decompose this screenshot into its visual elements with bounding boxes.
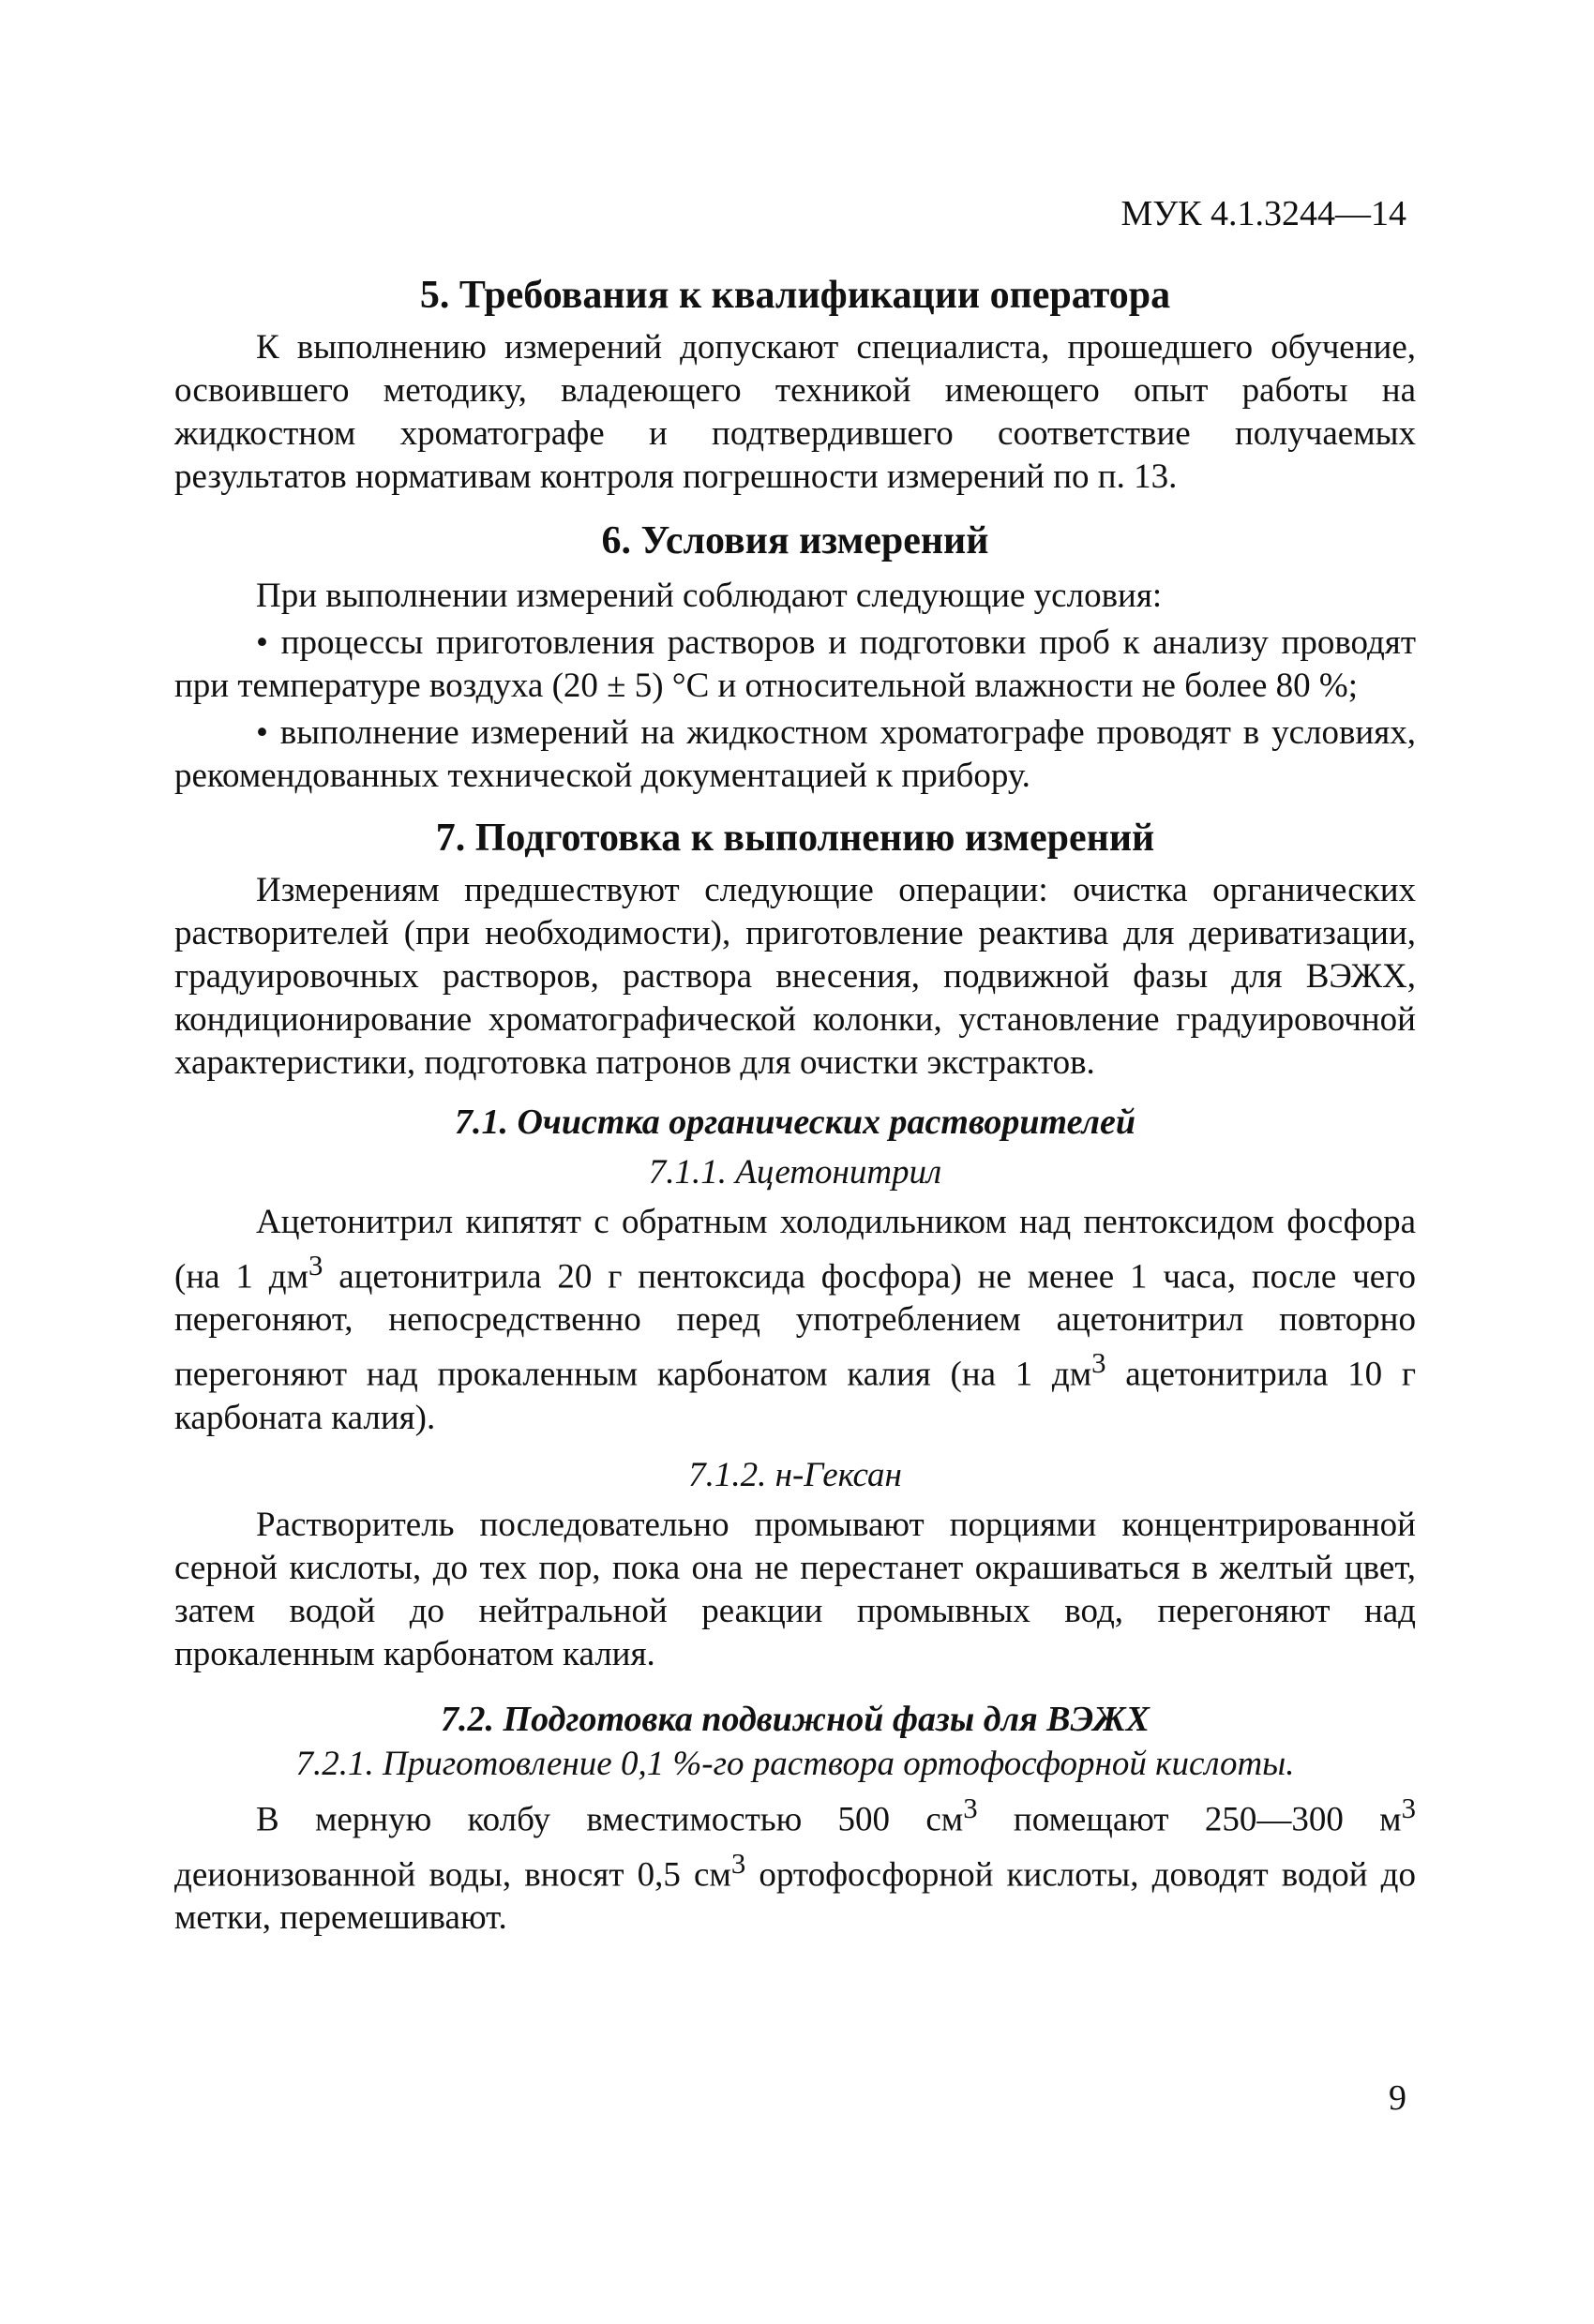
section-7-2-title: 7.2. Подготовка подвижной фазы для ВЭЖХ — [441, 1700, 1150, 1740]
section-6-bullet-2: • выполнение измерений на жидкостном хроматографе проводят в условиях, рекомендованных технической документацией к прибору. — [174, 712, 1416, 795]
phase-text-part-4: ортофосфорной кислоты, доводят водой до метки, перемешивают. — [174, 1854, 1416, 1937]
phase-text-part-1: В мерную колбу вместимостью 500 см — [256, 1800, 964, 1839]
section-5-title: 5. Требования к квалификации оператора — [419, 274, 1171, 317]
section-6-title: 6. Условия измерений — [601, 519, 989, 563]
section-7-2-1-title: 7.2.1. Приготовление 0,1 %-го раствора ортофосфорной кислоты. — [295, 1744, 1295, 1783]
phase-text-part-3: деионизованной воды, вносят 0,5 см — [174, 1854, 731, 1894]
section-7-2-1-text — [174, 1787, 1416, 1940]
superscript-3: 3 — [308, 1250, 323, 1282]
section-7-1-title: 7.1. Очистка органических растворителей — [454, 1102, 1136, 1143]
section-5-text: К выполнению измерений допускают специалиста, прошедшего обучение, освоившего методику, владеющего техникой имеющего опыт работы на жидкостном хроматографе и подтвердившего соответствие получаемых результатов нормативам контроля погрешности измерений по п. 13. — [174, 328, 1416, 497]
section-6-intro: При выполнении измерений соблюдают следующие условия: — [256, 576, 1163, 615]
superscript-3: 3 — [730, 1847, 746, 1880]
page-content — [174, 272, 1416, 1940]
superscript-3: 3 — [1091, 1347, 1106, 1380]
section-6-bullet-1: • процессы приготовления растворов и подготовки проб к анализу проводят при температуре воздуха (20 ± 5) °С и относительной влажности не более 80 %; — [174, 622, 1416, 705]
section-7-title: 7. Подготовка к выполнению измерений — [435, 816, 1155, 860]
acetonitrile-text-part-2: ацетонитрила 20 г пентоксида фосфора) не менее 1 часа, после чего перегоняют, непосредственно перед употреблением ацетонитрил повторно перегоняют над прокаленным карбонатом калия (на 1 дм — [174, 1257, 1416, 1394]
superscript-3: 3 — [1401, 1792, 1416, 1825]
acetonitrile-text-part-1: Ацетонитрил кипятят с обратным холодильником над пентоксидом фосфора (на 1 дм — [174, 1203, 1416, 1297]
section-7-1-1-title: 7.1.1. Ацетонитрил — [648, 1152, 942, 1192]
phase-text-part-2: помещают 250—300 м — [977, 1800, 1402, 1839]
page-number: 9 — [1389, 2078, 1406, 2118]
superscript-3: 3 — [963, 1792, 978, 1825]
section-7-text: Измерениям предшествуют следующие операции: очистка органических растворителей (при необходимости), приготовление реактива для дериватизации, градуировочных растворов, раствора внесения, подвижной фазы для ВЭЖХ, кондиционирование хроматографической колонки, установление градуировочной характеристики, подготовка патронов для очистки экстрактов. — [174, 871, 1416, 1083]
acetonitrile-text-part-3: ацетонитрила 10 г карбоната калия). — [174, 1355, 1416, 1437]
section-7-1-2-title: 7.1.2. н-Гексан — [688, 1455, 902, 1494]
document-code: МУК 4.1.3244—14 — [1120, 194, 1406, 233]
section-7-1-2-text: Растворитель последовательно промывают порциями концентрированной серной кислоты, до тех пор, пока она не перестанет окрашиваться в желтый цвет, затем водой до нейтральной реакции промывных вод, перегоняют над прокаленным карбонатом калия. — [174, 1506, 1416, 1674]
section-7-1-1-text — [174, 1201, 1416, 1440]
